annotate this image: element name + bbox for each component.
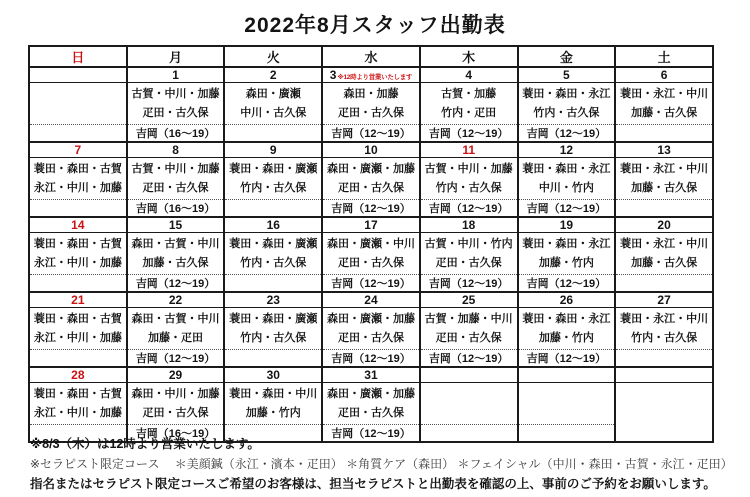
staff-cell — [615, 233, 713, 275]
footer-notes — [30, 434, 742, 494]
staff-cell — [29, 158, 127, 200]
staff-cell — [420, 233, 518, 275]
staff-cell — [224, 383, 322, 425]
evening-shift-cell — [29, 200, 127, 218]
staff-line2: 加藤・疋田 — [148, 331, 204, 344]
staff-line2: 疋田・古久保 — [337, 331, 404, 344]
week2-staff-row — [29, 158, 713, 200]
staff-line1: 古賀・加藤 — [441, 87, 497, 100]
evening-shift-cell: 吉岡（12～19） — [322, 200, 420, 218]
staff-line2: 永江・中川・加藤 — [33, 181, 122, 194]
staff-cell — [127, 83, 225, 125]
staff-line1: 蓑田・森田・永江 — [522, 87, 611, 100]
staff-line2: 疋田・古久保 — [337, 106, 404, 119]
page-title: 2022年8月スタッフ出勤表 — [244, 14, 506, 37]
staff-line2: 永江・中川・加藤 — [33, 331, 122, 344]
evening-shift-cell: 吉岡（12～19） — [127, 275, 225, 293]
staff-cell — [420, 308, 518, 350]
staff-cell — [322, 233, 420, 275]
date-cell — [29, 67, 127, 83]
date-cell: 15 — [127, 217, 225, 233]
staff-cell — [127, 158, 225, 200]
staff-line1: 森田・古賀・中川 — [131, 237, 220, 250]
staff-line2: 疋田・古久保 — [435, 331, 502, 344]
staff-line2: 疋田・古久保 — [435, 256, 502, 269]
staff-cell — [29, 83, 127, 125]
weekday-header-fri: 金 — [518, 46, 616, 67]
staff-cell — [29, 383, 127, 425]
staff-line1: 森田・加藤 — [343, 87, 399, 100]
staff-cell — [127, 383, 225, 425]
date-cell — [518, 367, 616, 383]
staff-line2: 竹内・古久保 — [240, 181, 307, 194]
date-cell: 27 — [615, 292, 713, 308]
date-cell: 23 — [224, 292, 322, 308]
staff-cell — [518, 308, 616, 350]
evening-shift-cell: 吉岡（12～19） — [518, 350, 616, 368]
week3-staff-row — [29, 233, 713, 275]
evening-shift-cell: 吉岡（12～19） — [420, 275, 518, 293]
note-opening-hours: ※8/3（木）は12時より営業いたします。 — [30, 437, 260, 451]
week1-date-row — [29, 67, 713, 83]
week2-date-row — [29, 142, 713, 158]
evening-shift-cell: 吉岡（12～19） — [127, 350, 225, 368]
weekday-header-sat: 土 — [615, 46, 713, 67]
date-number: 3 — [329, 68, 337, 82]
date-cell: 24 — [322, 292, 420, 308]
evening-shift-cell — [224, 275, 322, 293]
staff-line2: 中川・竹内 — [538, 181, 594, 194]
date-cell-sunday: 7 — [29, 142, 127, 158]
staff-cell — [322, 158, 420, 200]
staff-cell — [224, 233, 322, 275]
date-cell: 8 — [127, 142, 225, 158]
date-cell: 13 — [615, 142, 713, 158]
date-cell: 26 — [518, 292, 616, 308]
staff-cell — [518, 83, 616, 125]
date-cell: 25 — [420, 292, 518, 308]
staff-cell — [322, 83, 420, 125]
date-cell-holiday: 11 — [420, 142, 518, 158]
date-cell: 18 — [420, 217, 518, 233]
staff-cell — [615, 83, 713, 125]
staff-cell — [224, 158, 322, 200]
evening-shift-cell: 吉岡（12～19） — [518, 275, 616, 293]
date-cell-aug3 — [322, 67, 420, 83]
date-cell: 30 — [224, 367, 322, 383]
staff-line2: 疋田・古久保 — [337, 181, 404, 194]
evening-shift-cell — [224, 125, 322, 143]
evening-shift-cell: 吉岡（12～19） — [518, 125, 616, 143]
staff-line2: 加藤・古久保 — [631, 181, 698, 194]
staff-cell — [127, 308, 225, 350]
staff-line2: 竹内・古久保 — [631, 331, 698, 344]
evening-shift-cell: 吉岡（12～19） — [322, 275, 420, 293]
staff-line2: 疋田・古久保 — [337, 406, 404, 419]
staff-line1: 蓑田・森田・古賀 — [33, 387, 122, 400]
weekday-header-wed: 水 — [322, 46, 420, 67]
staff-line2: 永江・中川・加藤 — [33, 256, 122, 269]
staff-line1: 蓑田・森田・古賀 — [33, 312, 122, 325]
date-cell: 17 — [322, 217, 420, 233]
staff-line2: 永江・中川・加藤 — [33, 406, 122, 419]
evening-shift-cell — [615, 275, 713, 293]
staff-line1: 蓑田・永江・中川 — [620, 87, 709, 100]
evening-shift-cell: 吉岡（12～19） — [322, 125, 420, 143]
evening-shift-cell: 吉岡（12～19） — [322, 350, 420, 368]
weekday-header-sun: 日 — [29, 46, 127, 67]
date-cell — [615, 367, 713, 383]
staff-line2: 竹内・疋田 — [441, 106, 497, 119]
evening-shift-cell: 吉岡（12～19） — [518, 200, 616, 218]
date-cell: 20 — [615, 217, 713, 233]
staff-line1: 蓑田・森田・廣瀬 — [229, 237, 318, 250]
staff-line2: 竹内・古久保 — [240, 331, 307, 344]
date-cell: 1 — [127, 67, 225, 83]
weekday-header-tue: 火 — [224, 46, 322, 67]
evening-shift-cell: 吉岡（12～19） — [322, 425, 420, 443]
evening-shift-cell: 吉岡（12～19） — [420, 125, 518, 143]
week4-evening-row — [29, 350, 713, 368]
staff-line1: 蓑田・森田・中川 — [229, 387, 318, 400]
staff-cell — [322, 383, 420, 425]
staff-cell — [224, 83, 322, 125]
staff-line1: 蓑田・森田・廣瀬 — [229, 312, 318, 325]
staff-line2: 加藤・竹内 — [538, 256, 594, 269]
staff-line2: 竹内・古久保 — [435, 181, 502, 194]
evening-shift-cell: 吉岡（12～19） — [420, 200, 518, 218]
date-cell-sunday: 14 — [29, 217, 127, 233]
evening-shift-cell — [29, 275, 127, 293]
date-cell: 31 — [322, 367, 420, 383]
staff-line1: 古賀・加藤・中川 — [424, 312, 513, 325]
week4-date-row — [29, 292, 713, 308]
evening-shift-cell: 吉岡（12～19） — [420, 350, 518, 368]
staff-line2: 疋田・古久保 — [142, 181, 209, 194]
staff-line1: 蓑田・永江・中川 — [620, 312, 709, 325]
staff-line2: 加藤・竹内 — [245, 406, 301, 419]
staff-line1: 蓑田・森田・古賀 — [33, 237, 122, 250]
staff-line1: 森田・廣瀬・加藤 — [326, 162, 415, 175]
date-cell: 16 — [224, 217, 322, 233]
staff-line2: 疋田・古久保 — [337, 256, 404, 269]
week1-staff-row — [29, 83, 713, 125]
staff-line2: 中川・古久保 — [240, 106, 307, 119]
evening-shift-cell — [29, 125, 127, 143]
evening-shift-cell — [224, 350, 322, 368]
staff-line1: 森田・廣瀬・中川 — [326, 237, 415, 250]
staff-line1: 古賀・中川・加藤 — [131, 87, 220, 100]
staff-line1: 森田・廣瀬 — [245, 87, 301, 100]
staff-line1: 古賀・中川・加藤 — [424, 162, 513, 175]
staff-cell — [615, 383, 713, 425]
staff-line1: 森田・古賀・中川 — [131, 312, 220, 325]
staff-line2: 加藤・竹内 — [538, 331, 594, 344]
staff-line1: 蓑田・森田・古賀 — [33, 162, 122, 175]
date-cell: 5 — [518, 67, 616, 83]
date-cell: 6 — [615, 67, 713, 83]
staff-cell — [224, 308, 322, 350]
staff-line2: 加藤・古久保 — [631, 256, 698, 269]
evening-shift-cell — [615, 350, 713, 368]
week3-date-row — [29, 217, 713, 233]
date-cell: 29 — [127, 367, 225, 383]
staff-cell — [615, 308, 713, 350]
date-cell: 2 — [224, 67, 322, 83]
date-cell: 19 — [518, 217, 616, 233]
date-cell: 22 — [127, 292, 225, 308]
staff-line1: 森田・廣瀬・加藤 — [326, 312, 415, 325]
note-limited-courses: ※セラピスト限定コース ＊美顔鍼（永江・濱本・疋田） ＊角質ケア（森田） ＊フェイシャル（中川・森田・古賀・永江・疋田） — [30, 457, 733, 471]
staff-line2: 加藤・古久保 — [142, 256, 209, 269]
date-cell: 4 — [420, 67, 518, 83]
note-reservation-request: 指名またはセラピスト限定コースご希望のお客様は、担当セラピストと出勤表を確認の上、事前のご予約をお願いします。 — [30, 477, 716, 491]
week3-evening-row — [29, 275, 713, 293]
evening-shift-cell — [615, 125, 713, 143]
evening-shift-cell — [615, 200, 713, 218]
staff-line2: 疋田・古久保 — [142, 406, 209, 419]
date-cell — [420, 367, 518, 383]
week1-evening-row — [29, 125, 713, 143]
week5-staff-row — [29, 383, 713, 425]
staff-line2: 竹内・古久保 — [240, 256, 307, 269]
evening-shift-cell: 吉岡（16～19） — [127, 425, 225, 443]
week5-date-row — [29, 367, 713, 383]
staff-line1: 蓑田・永江・中川 — [620, 162, 709, 175]
staff-line1: 古賀・中川・竹内 — [424, 237, 513, 250]
staff-line1: 森田・中川・加藤 — [131, 387, 220, 400]
staff-cell — [127, 233, 225, 275]
weekday-header-mon: 月 — [127, 46, 225, 67]
evening-shift-cell — [29, 350, 127, 368]
week4-staff-row — [29, 308, 713, 350]
staff-cell — [518, 383, 616, 425]
date-cell: 10 — [322, 142, 420, 158]
date-cell-sunday: 28 — [29, 367, 127, 383]
staff-cell — [615, 158, 713, 200]
evening-shift-cell: 吉岡（16～19） — [127, 125, 225, 143]
date-cell: 9 — [224, 142, 322, 158]
weekday-header-row — [29, 46, 713, 67]
weekday-header-thu: 木 — [420, 46, 518, 67]
staff-cell — [29, 308, 127, 350]
date-cell: 12 — [518, 142, 616, 158]
staff-line1: 蓑田・森田・永江 — [522, 237, 611, 250]
week2-evening-row — [29, 200, 713, 218]
staff-cell — [518, 158, 616, 200]
staff-line2: 疋田・古久保 — [142, 106, 209, 119]
staff-line1: 森田・廣瀬・加藤 — [326, 387, 415, 400]
staff-line1: 古賀・中川・加藤 — [131, 162, 220, 175]
schedule-table — [28, 45, 714, 443]
staff-cell — [322, 308, 420, 350]
staff-line2: 竹内・古久保 — [533, 106, 600, 119]
staff-cell — [29, 233, 127, 275]
date-cell-sunday: 21 — [29, 292, 127, 308]
staff-cell — [518, 233, 616, 275]
staff-cell — [420, 83, 518, 125]
aug3-hours-note: ※12時より営業いたします — [337, 74, 413, 81]
staff-cell — [420, 158, 518, 200]
staff-line1: 蓑田・森田・永江 — [522, 162, 611, 175]
evening-shift-cell: 吉岡（16～19） — [127, 200, 225, 218]
staff-line1: 蓑田・森田・廣瀬 — [229, 162, 318, 175]
evening-shift-cell — [224, 200, 322, 218]
staff-line1: 蓑田・森田・永江 — [522, 312, 611, 325]
staff-line2: 加藤・古久保 — [631, 106, 698, 119]
staff-line1: 蓑田・永江・中川 — [620, 237, 709, 250]
staff-cell — [420, 383, 518, 425]
